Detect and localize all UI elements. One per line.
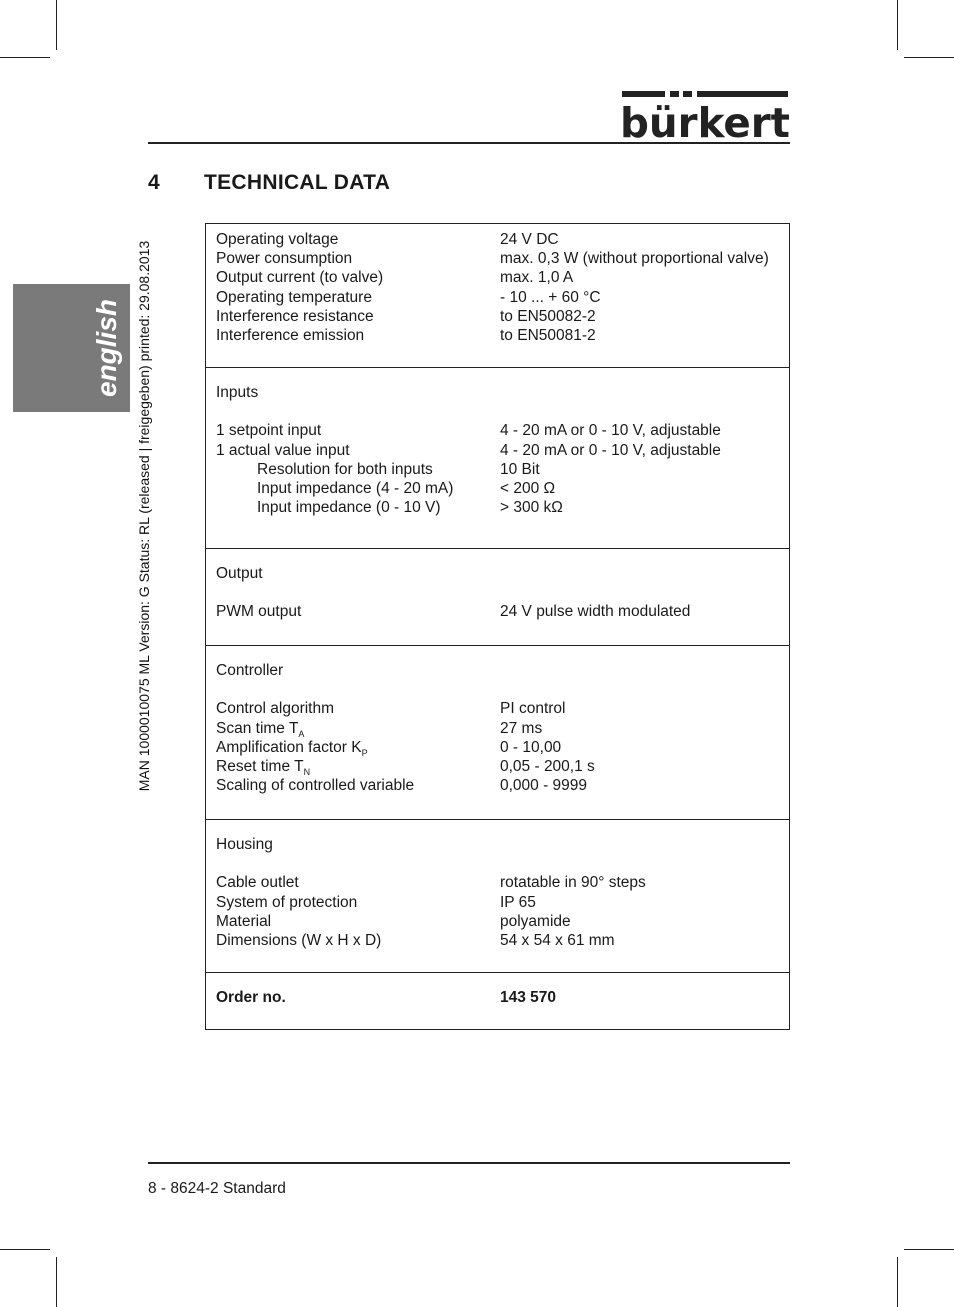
crop-mark [897,0,898,50]
general-group [206,224,789,368]
crop-mark [897,1257,898,1307]
section-number: 4 [148,171,160,194]
order-group [206,973,789,1029]
table-row: PWM output 24 V pulse width modulated [216,603,691,621]
crop-mark [0,1249,50,1250]
page-footer: 8 - 8624-2 Standard [148,1180,286,1197]
table-row: Cable outlet rotatable in 90° steps [216,874,646,892]
table-row: Operating temperature - 10 ... + 60 °C [216,288,601,306]
housing-group [206,820,789,973]
document-meta: MAN 1000010075 ML Version: G Status: RL (released | freigegeben) printed: 29.08.2013 [136,240,152,792]
table-row: 1 setpoint input 4 - 20 mA or 0 - 10 V, adjustable [216,422,721,440]
group-title: Housing [216,836,273,853]
table-row: Reset time $T_N$ 0,05 - 200,1 s [216,757,595,777]
crop-mark [56,0,57,50]
table-row: System of protection IP 65 [216,893,536,911]
crop-mark [904,1249,954,1250]
order-number-row: Order no. 143 570 [216,989,557,1006]
table-row: Interference emission to EN50081-2 [216,326,596,344]
burkert-logo [620,91,791,139]
crop-mark [0,57,50,58]
table-row: Scaling of controlled variable 0,000 - 9999 [216,777,588,795]
table-row: Scan time $T_A$ 27 ms [216,719,543,739]
table-row: Operating voltage 24 V DC [216,231,559,248]
table-row: Interference resistance to EN50082-2 [216,307,596,325]
inputs-group [206,368,789,549]
table-row: 1 actual value input 4 - 20 mA or 0 - 10 V, adjustable [216,441,721,459]
svg-text:bürkert: bürkert [620,99,790,139]
section-title: TECHNICAL DATA [204,171,391,194]
table-row: Dimensions (W x H x D) 54 x 54 x 61 mm [216,931,615,949]
table-row: Amplification factor $K_P$ 0 - 10,00 [216,738,562,758]
header-rule [148,142,790,144]
table-row: Output current (to valve) max. 1,0 A [216,269,574,287]
table-row: Power consumption max. 0,3 W (without proportional valve) [216,250,769,268]
table-row: Input impedance (0 - 10 V) > 300 kΩ [257,499,563,517]
group-title: Inputs [216,384,259,401]
table-row: Resolution for both inputs 10 Bit [257,460,540,478]
group-title: Controller [216,662,284,679]
group-title: Output [216,565,263,582]
language-tab-label: english [91,298,122,398]
output-group [206,549,789,646]
table-row: Control algorithm PI control [216,700,566,718]
table-row: Input impedance (4 - 20 mA) < 200 Ω [257,479,556,497]
controller-group [206,646,789,820]
crop-mark [904,57,954,58]
footer-rule [148,1162,790,1164]
technical-data-table [205,223,790,1030]
crop-mark [56,1257,57,1307]
table-row: Material polyamide [216,912,571,930]
section-heading [148,171,390,195]
